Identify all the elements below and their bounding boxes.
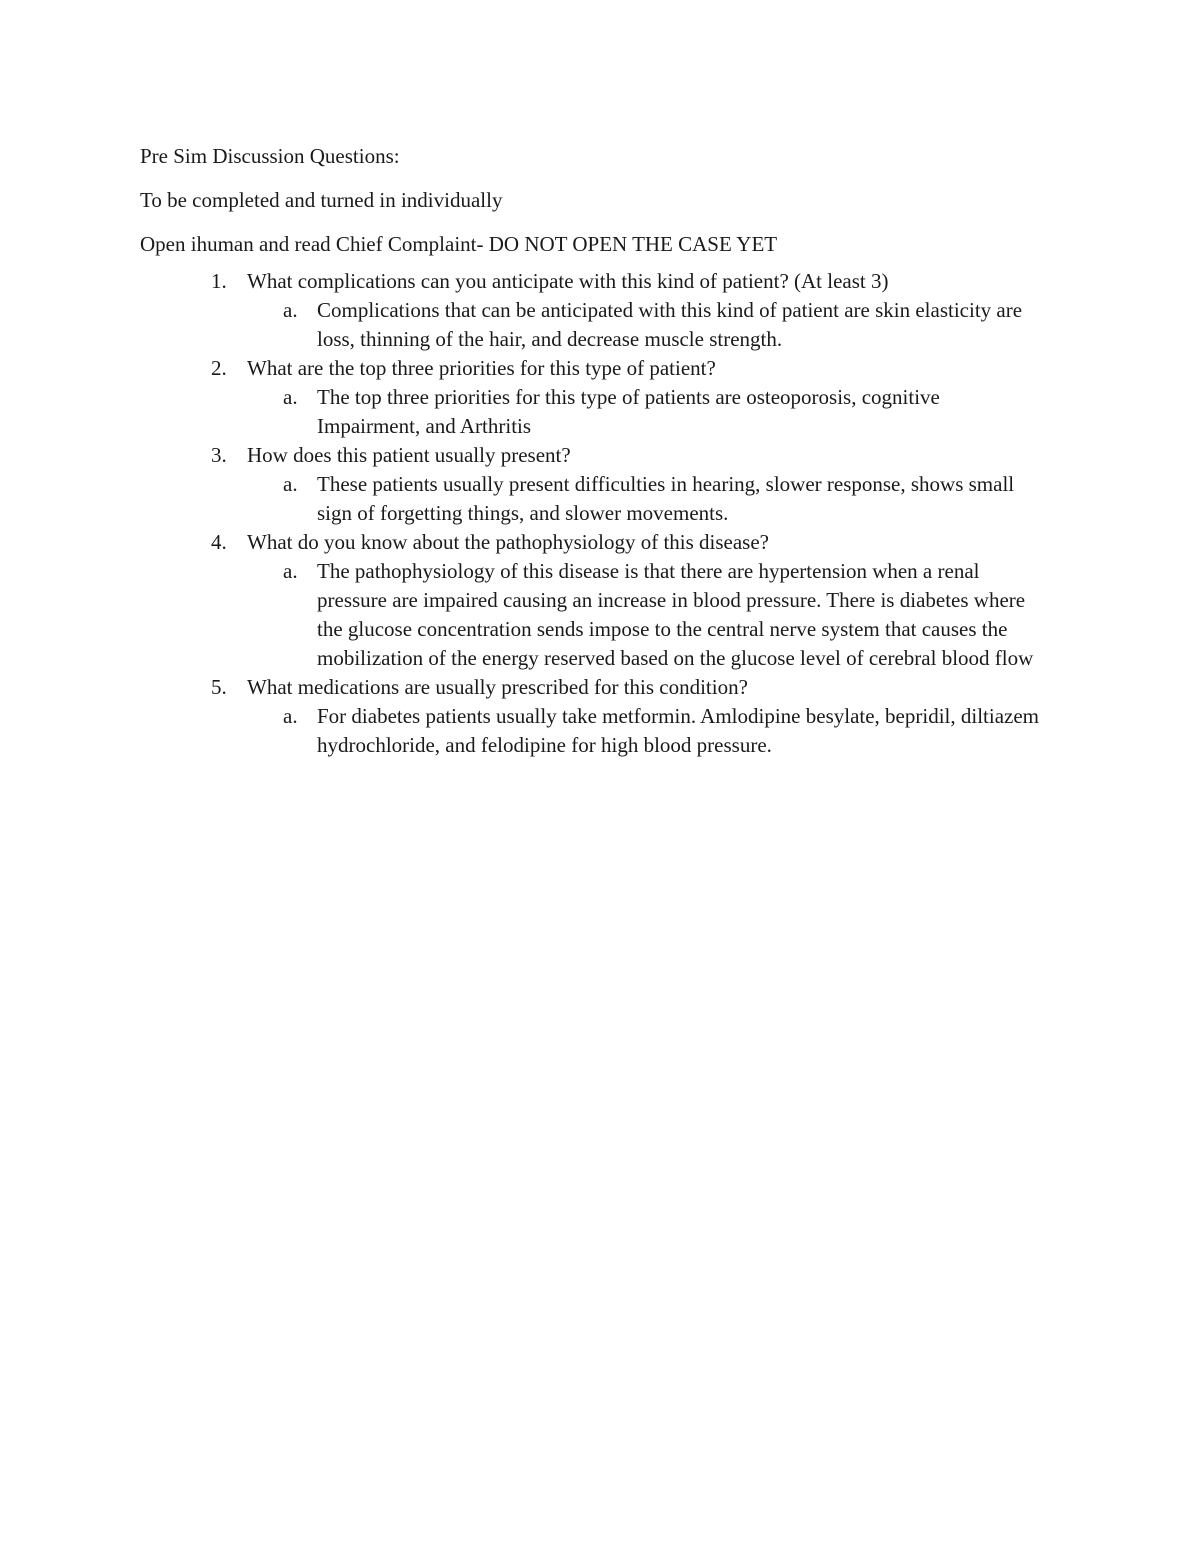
question-number: 2.	[211, 356, 227, 380]
question-item-1	[140, 267, 1060, 354]
question-item-3	[140, 441, 1060, 528]
answer-list	[247, 557, 1060, 673]
answer-list	[247, 702, 1060, 760]
question-text: What do you know about the pathophysiology of this disease?	[247, 530, 769, 554]
answer-list	[247, 383, 1060, 441]
question-item-2	[140, 354, 1060, 441]
answer-item	[247, 296, 1060, 354]
answer-letter: a.	[283, 559, 298, 583]
question-text: What complications can you anticipate with this kind of patient? (At least 3)	[247, 269, 889, 293]
question-number: 5.	[211, 675, 227, 699]
answer-text: The top three priorities for this type of patients are osteoporosis, cognitive Impairment, and Arthritis	[317, 385, 940, 438]
question-text: What medications are usually prescribed for this condition?	[247, 675, 748, 699]
answer-text: The pathophysiology of this disease is that there are hypertension when a renal pressure are impaired causing an increase in blood pressure. There is diabetes where the glucose concentration sends impose to the central nerve system that causes the mobilization of the energy reserved based on the glucose level of cerebral blood flow	[317, 559, 1034, 670]
question-list	[140, 267, 1060, 760]
answer-letter: a.	[283, 385, 298, 409]
answer-letter: a.	[283, 704, 298, 728]
answer-letter: a.	[283, 472, 298, 496]
question-item-5	[140, 673, 1060, 760]
question-number: 3.	[211, 443, 227, 467]
question-item-4	[140, 528, 1060, 673]
document-heading: Pre Sim Discussion Questions:	[140, 144, 400, 168]
answer-text: Complications that can be anticipated with this kind of patient are skin elasticity are loss, thinning of the hair, and decrease muscle strength.	[317, 298, 1023, 351]
answer-item	[247, 470, 1060, 528]
question-text: What are the top three priorities for this type of patient?	[247, 356, 716, 380]
answer-item	[247, 383, 1060, 441]
answer-text: These patients usually present difficulties in hearing, slower response, shows small sign of forgetting things, and slower movements.	[317, 472, 1015, 525]
question-number: 1.	[211, 269, 227, 293]
note-text: Open ihuman and read Chief Complaint- DO NOT OPEN THE CASE YET	[140, 232, 778, 256]
answer-item	[247, 557, 1060, 673]
instruction-text: To be completed and turned in individually	[140, 188, 503, 212]
answer-list	[247, 470, 1060, 528]
question-number: 4.	[211, 530, 227, 554]
answer-list	[247, 296, 1060, 354]
answer-text: For diabetes patients usually take metformin. Amlodipine besylate, bepridil, diltiazem hydrochloride, and felodipine for high blood pressure.	[317, 704, 1039, 757]
document-body	[140, 142, 1060, 760]
question-text: How does this patient usually present?	[247, 443, 571, 467]
answer-letter: a.	[283, 298, 298, 322]
answer-item	[247, 702, 1060, 760]
